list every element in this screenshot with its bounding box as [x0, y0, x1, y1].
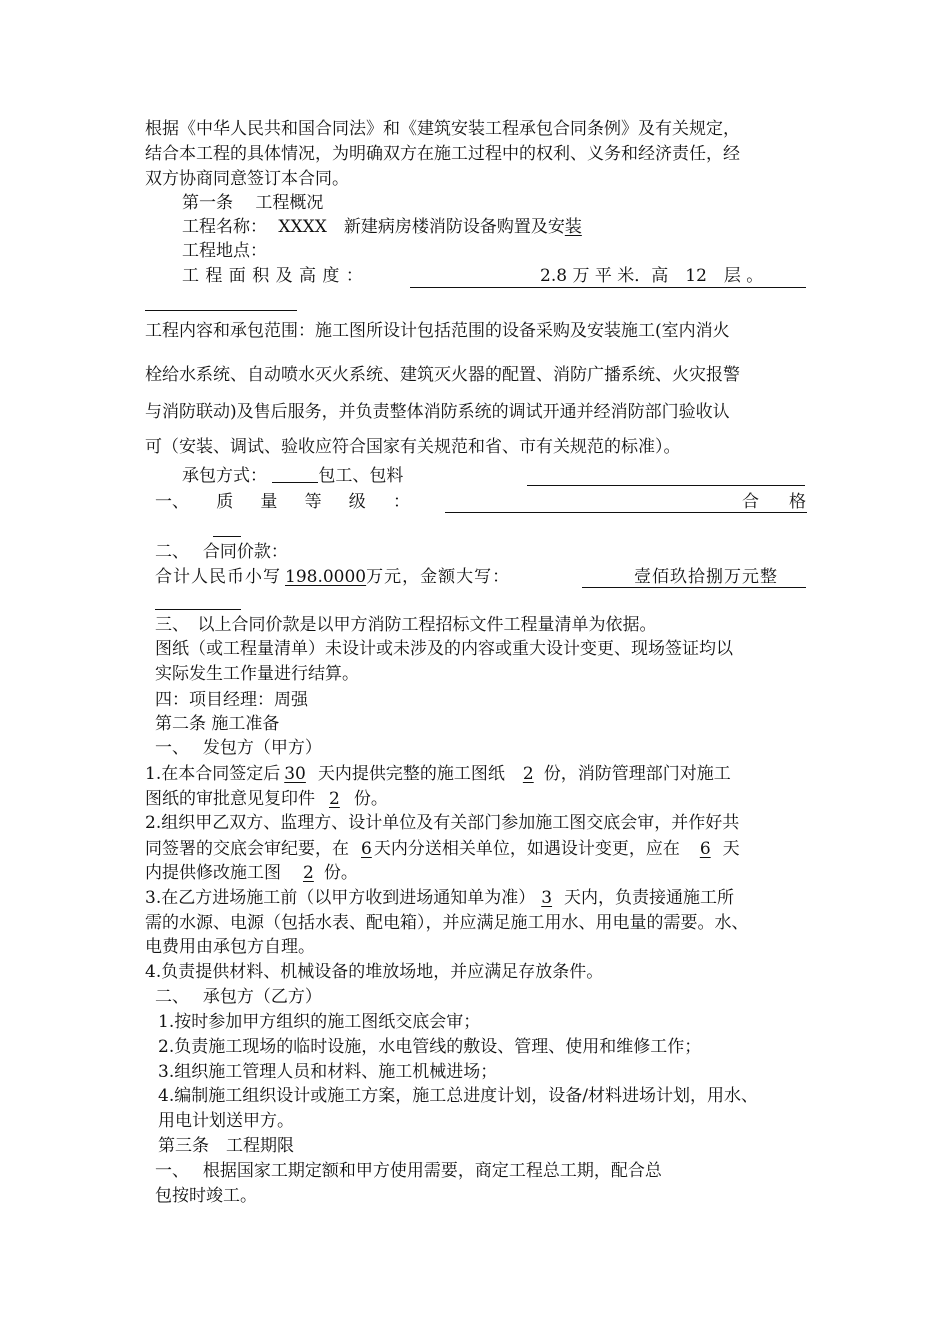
article-1-heading: 第一条 工程概况: [182, 193, 324, 213]
project-manager: 四：项目经理：周强: [155, 690, 308, 710]
text-segment: 图纸的审批意见复印件: [145, 789, 315, 809]
project-name-value: XXXX 新建病房楼消防设备购置及安: [278, 217, 565, 237]
party-b-item-4-line-1: 4.编制施工组织设计或施工方案，施工总进度计划，设备/材料进场计划，用水、: [158, 1086, 758, 1106]
utilities-days: 3: [541, 888, 553, 908]
contract-mode-underline: [527, 485, 805, 486]
price-big-underline-continued: [155, 609, 241, 610]
party-a-item-1-line-2: [145, 788, 388, 810]
price-big-underline: [582, 587, 806, 588]
party-a-item-3-line-1: [145, 887, 734, 909]
article-3-line-2: 包按时竣工。: [155, 1186, 257, 1206]
contract-mode-label: 承包方式：: [182, 466, 267, 486]
contract-mode-blank: [272, 467, 318, 483]
party-a-item-2-line-2: [145, 838, 740, 860]
party-b-item-1: 1.按时参加甲方组织的施工图纸交底会审；: [158, 1012, 481, 1032]
price-line: [155, 566, 510, 588]
party-a-item-3-line-3: 电费用由承包方自理。: [145, 937, 315, 957]
area-underline: [410, 287, 806, 288]
quality-value: [742, 491, 806, 513]
price-big-value: 壹佰玖拾捌万元整: [634, 567, 778, 587]
party-b-item-3: 3.组织施工管理人员和材料、施工机械进场；: [158, 1062, 498, 1082]
quality-underline-continued: [213, 536, 241, 537]
quality-value-2: 格: [789, 492, 806, 512]
party-a-item-3-line-2: 需的水源、电源（包括水表、配电箱），并应满足施工用水、用电量的需要。水、: [145, 913, 749, 933]
article-3-heading: 第三条 工程期限: [158, 1136, 294, 1156]
scope-line-2: 栓给水系统、自动喷水灭火系统、建筑灭火器的配置、消防广播系统、火灾报警: [145, 365, 740, 385]
text-segment: 天内，负责接通施工所: [564, 888, 735, 908]
price-small-label: 合计人民币小写: [155, 567, 281, 587]
scope-line-1: 工程内容和承包范围：施工图所设计包括范围的设备采购及安装施工(室内消火: [145, 321, 730, 341]
text-segment: 同签署的交底会审纪要，在: [145, 839, 349, 859]
quality-label-6: ：: [392, 492, 410, 512]
article-2-heading: 第二条 施工准备: [155, 714, 280, 734]
quality-underline: [445, 512, 807, 513]
text-segment: 天内提供完整的施工图纸: [317, 764, 505, 784]
text-segment: 份。: [353, 789, 388, 809]
scope-line-3: 与消防联动)及售后服务，并负责整体消防系统的调试开通并经消防部门验收认: [145, 402, 730, 422]
party-b-item-2: 2.负责施工现场的临时设施，水电管线的敷设、管理、使用和维修工作；: [158, 1037, 702, 1057]
text-segment: 内提供修改施工图: [145, 863, 281, 883]
project-area-value: 2.8 万 平 米．高 12 层 。: [540, 266, 764, 286]
quality-label-3: 量: [260, 492, 278, 512]
party-a-item-4: 4.负责提供材料、机械设备的堆放场地，并应满足存放条件。: [145, 962, 604, 982]
text-segment: 天内分送相关单位，如遇设计变更，应在: [373, 839, 680, 859]
intro-line-3: 双方协商同意签订本合同。: [145, 169, 349, 189]
text-segment: 3.在乙方进场施工前（以甲方收到进场通知单为准）: [145, 888, 536, 908]
text-segment: 份。: [323, 863, 358, 883]
project-area-label: 工 程 面 积 及 高 度 ：: [182, 266, 364, 286]
party-a-item-2-line-3: [145, 862, 358, 884]
area-underline-continued: [145, 310, 297, 311]
text-segment: 份，消防管理部门对施工: [543, 764, 731, 784]
revision-days: 6: [699, 839, 711, 859]
party-b-item-4-line-2: 用电计划送甲方。: [158, 1111, 294, 1131]
quality-label-2: 质: [216, 492, 234, 512]
scope-line-4: 可（安装、调试、验收应符合国家有关规范和省、市有关规范的标准）。: [145, 437, 681, 457]
minutes-days: 6: [361, 839, 372, 859]
price-small-value: 198.0000: [285, 567, 367, 587]
settlement-line-2: 实际发生工作量进行结算。: [155, 664, 359, 684]
party-a-item-2-line-1: 2.组织甲乙双方、监理方、设计单位及有关部门参加施工图交底会审，并作好共: [145, 813, 740, 833]
quality-label: [155, 491, 410, 513]
quality-label-5: 级: [348, 492, 366, 512]
quality-label-4: 等: [304, 492, 322, 512]
price-basis: 三、 以上合同价款是以甲方消防工程招标文件工程量清单为依据。: [155, 615, 657, 635]
project-name-value-end: 装: [564, 217, 582, 237]
party-a-item-1-line-1: [145, 763, 731, 785]
drawings-copies: 2: [522, 764, 534, 784]
project-name-line: [182, 216, 582, 238]
revision-copies: 2: [303, 863, 314, 883]
party-a-heading: 一、 发包方（甲方）: [155, 738, 322, 758]
text-segment: 1.在本合同签定后: [145, 764, 281, 784]
project-site-label: 工程地点：: [182, 241, 267, 261]
settlement-line-1: 图纸（或工程量清单）未设计或未涉及的内容或重大设计变更、现场签证均以: [155, 639, 733, 659]
price-heading: 二、 合同价款：: [155, 542, 288, 562]
drawings-days: 30: [284, 764, 306, 784]
intro-line-1: 根据《中华人民共和国合同法》和《建筑安装工程承包合同条例》及有关规定，: [145, 119, 740, 139]
quality-value-1: 合: [742, 492, 759, 512]
text-segment: 天: [722, 839, 740, 859]
project-name-label: 工程名称：: [182, 217, 267, 237]
intro-line-2: 结合本工程的具体情况，为明确双方在施工过程中的权利、义务和经济责任，经: [145, 144, 740, 164]
contract-mode-value: 包工、包料: [318, 466, 404, 486]
quality-label-1: 一、: [155, 492, 189, 512]
price-unit: 万元，金额大写：: [366, 567, 511, 587]
approval-copies: 2: [329, 789, 340, 809]
article-3-line-1: 一、 根据国家工期定额和甲方使用需要，商定工程总工期，配合总: [155, 1161, 662, 1181]
party-b-heading: 二、 承包方（乙方）: [155, 987, 322, 1007]
contract-mode-line: [182, 465, 403, 487]
